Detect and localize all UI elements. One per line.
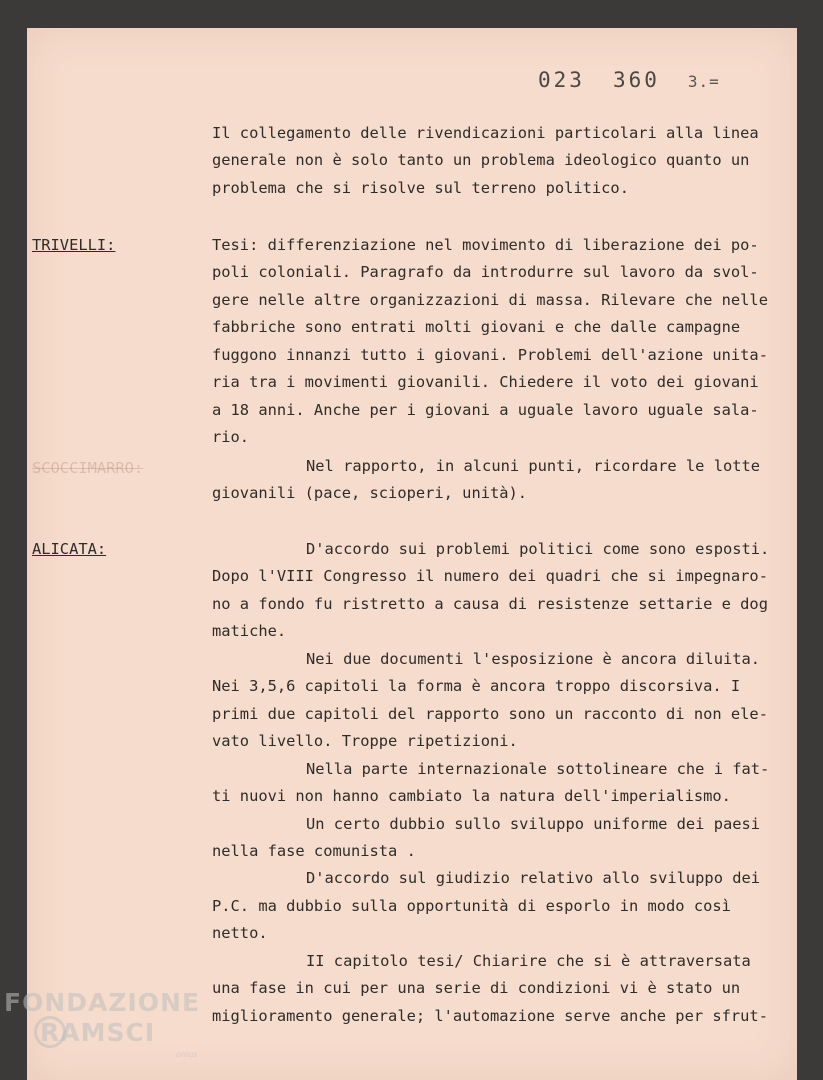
text-line: vato livello. Troppe ripetizioni. <box>212 732 518 750</box>
sheet-number: 3.= <box>687 72 720 91</box>
text-line: poli coloniali. Paragrafo da introdurre sul lavoro da svol- <box>212 263 759 281</box>
archive-ref-series: 023 <box>538 68 585 92</box>
text-line: P.C. ma dubbio sulla opportunità di esporlo in modo così <box>212 897 731 915</box>
text-line: D'accordo sui problemi politici come sono esposti. <box>306 540 770 558</box>
watermark-logo <box>4 988 200 1048</box>
text-line: rio. <box>212 428 250 446</box>
text-line: Nei due documenti l'esposizione è ancora diluita. <box>306 650 761 668</box>
text-line: miglioramento generale; l'automazione serve anche per sfrut- <box>212 1007 768 1025</box>
text-line: fabbriche sono entrati molti giovani e che dalle campagne <box>212 318 741 336</box>
text-line: Nella parte internazionale sottolineare che i fat- <box>306 760 770 778</box>
text-line: matiche. <box>212 622 287 640</box>
text-line: netto. <box>212 924 268 942</box>
text-line: D'accordo sul giudizio relativo allo sviluppo dei <box>306 869 761 887</box>
text-line: Dopo l'VIII Congresso il numero dei quadri che si impegnaro- <box>212 567 768 585</box>
text-line: primi due capitoli del rapporto sono un racconto di non ele- <box>212 705 768 723</box>
text-line: problema che si risolve sul terreno politico. <box>212 179 629 197</box>
text-line: gere nelle altre organizzazioni di massa. Rilevare che nelle <box>212 291 768 309</box>
text-line: no a fondo fu ristretto a causa di resistenze settarie e dog <box>212 595 768 613</box>
text-line: Il collegamento delle rivendicazioni particolari alla linea <box>212 124 759 142</box>
speaker-trivelli: TRIVELLI: <box>32 236 116 254</box>
text-line: ti nuovi non hanno cambiato la natura dell'imperialismo. <box>212 787 731 805</box>
text-line: II capitolo tesi/ Chiarire che si è attraversata <box>306 952 751 970</box>
text-line: Nel rapporto, in alcuni punti, ricordare le lotte <box>306 457 761 475</box>
text-line: a 18 anni. Anche per i giovani a uguale lavoro uguale sala- <box>212 401 759 419</box>
watermark-suffix: onlus <box>176 1050 198 1059</box>
text-line: Un certo dubbio sullo sviluppo uniforme dei paesi <box>306 815 761 833</box>
text-line: Nei 3,5,6 capitoli la forma è ancora troppo discorsiva. I <box>212 677 741 695</box>
text-line: nella fase comunista . <box>212 842 416 860</box>
watermark-line-2: RAMSCI <box>40 1018 156 1047</box>
watermark-line-1: FONDAZIONE <box>4 988 201 1017</box>
archive-ref-number: 360 <box>612 68 660 92</box>
speaker-alicata: ALICATA: <box>32 540 107 558</box>
speaker-scoccimarro: SCOCCIMARRO: <box>32 459 144 477</box>
text-line: una fase in cui per una serie di condizioni vi è stato un <box>212 979 741 997</box>
text-line: fuggono innanzi tutto i giovani. Problemi dell'azione unita- <box>212 346 768 364</box>
text-line: generale non è solo tanto un problema ideologico quanto un <box>212 151 750 169</box>
text-line: ria tra i movimenti giovanili. Chiedere il voto dei giovani <box>212 373 759 391</box>
watermark-g-icon <box>34 1016 66 1048</box>
archive-reference <box>538 68 748 92</box>
text-line: Tesi: differenziazione nel movimento di liberazione dei po- <box>212 236 759 254</box>
text-line: giovanili (pace, scioperi, unità). <box>212 484 528 502</box>
